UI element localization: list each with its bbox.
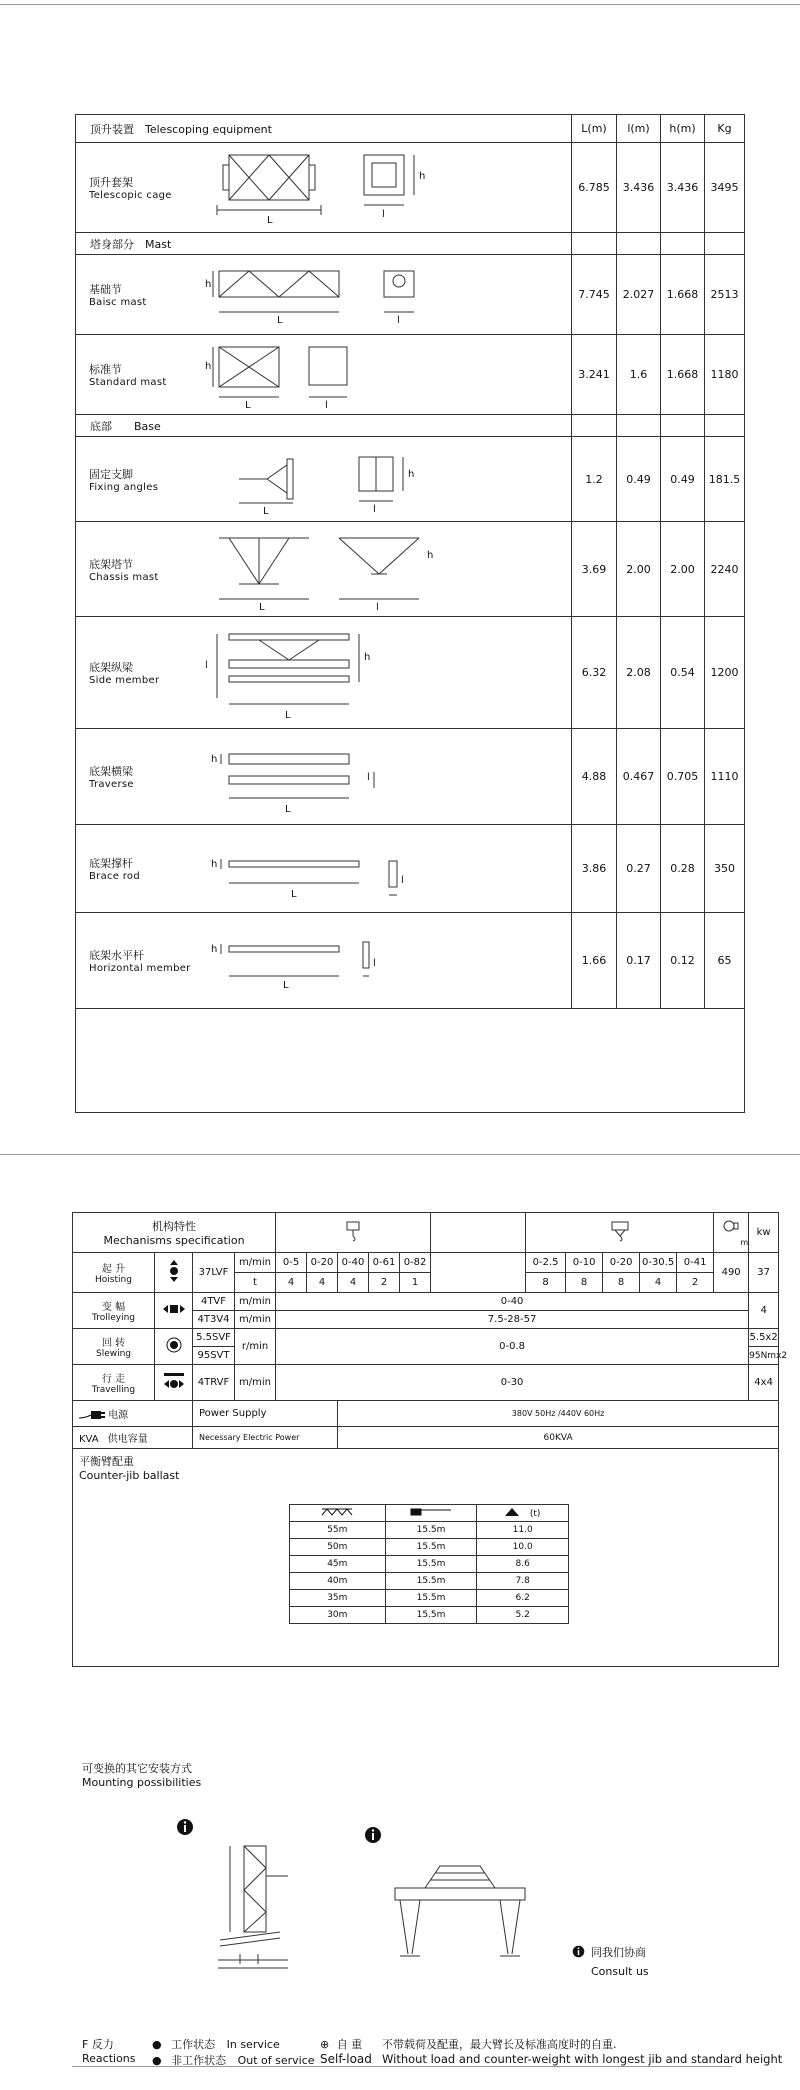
counter-jib-row-entry (290, 1539, 569, 1556)
dim-label-l: l (397, 314, 400, 326)
col-L-header: L(m) (572, 115, 617, 143)
component-l: 0.49 (617, 437, 661, 522)
ballast-weight: 6.2 (477, 1590, 569, 1607)
mounting-title-en: Mounting possibilities (82, 1776, 202, 1789)
counter-jib-row-entry (290, 1590, 569, 1607)
component-name-cn: 底架水平杆 (89, 949, 144, 962)
in-service-en: In service (226, 2038, 280, 2051)
component-row-horizontal-member (76, 913, 745, 1009)
hoist-speed: 0-20 (307, 1253, 338, 1273)
component-l: 2.027 (617, 255, 661, 335)
hoist-speed-2: 0-41 (677, 1253, 714, 1273)
slewing-row-1 (73, 1329, 779, 1347)
component-name-en: Horizontal member (89, 963, 191, 974)
trolleying-row-1 (73, 1293, 779, 1311)
out-of-service-bullet-icon: ● (152, 2054, 162, 2067)
self-load-cn: 自 重 (336, 2038, 363, 2051)
component-kg: 2513 (705, 255, 745, 335)
counter-jib-row-entry (290, 1573, 569, 1590)
hoist-speed: 0-61 (369, 1253, 400, 1273)
power-plug-icon (79, 1409, 105, 1421)
component-h: 0.49 (661, 437, 705, 522)
in-service-cn: 工作状态 (171, 2038, 216, 2051)
hoisting-icon (155, 1253, 193, 1293)
info-icon (572, 1945, 585, 1958)
power-necessary-en: Necessary Electric Power (193, 1427, 338, 1449)
self-load-en: Self-load (320, 2052, 372, 2066)
component-h: 3.436 (661, 143, 705, 233)
dim-label-h: h (211, 858, 218, 870)
component-name-en: Telescopic cage (89, 190, 172, 201)
component-name-cn: 标准节 (89, 363, 122, 376)
hoist-load: 4 (338, 1273, 369, 1293)
counter-jib-row-entry (290, 1607, 569, 1624)
hoisting-m: 490 (714, 1253, 749, 1293)
component-kg: 1180 (705, 335, 745, 415)
section-label: 底部 Base (76, 415, 572, 437)
hoisting-kw: 37 (749, 1253, 779, 1293)
counter-jib-row-entry (290, 1556, 569, 1573)
component-h: 1.668 (661, 335, 705, 415)
slewing-model-1: 5.5SVF (193, 1329, 235, 1347)
hoisting-unit-t: t (235, 1273, 276, 1293)
hoist-speed-2: 0-20 (603, 1253, 640, 1273)
reactions-cn: F 反力 (82, 2038, 114, 2051)
travelling-en: Travelling (91, 1385, 136, 1395)
section-row-mast (76, 233, 745, 255)
slewing-value: 0-0.8 (276, 1329, 749, 1365)
slewing-model-2: 95SVT (193, 1347, 235, 1365)
info-icon (176, 1818, 194, 1836)
slewing-en: Slewing (95, 1349, 132, 1359)
component-L: 6.785 (572, 143, 617, 233)
travelling-unit: m/min (235, 1365, 276, 1401)
hoist-load-2: 8 (603, 1273, 640, 1293)
hoist-speed-2: 0-2.5 (526, 1253, 566, 1273)
component-name-cn: 底架横梁 (89, 765, 133, 778)
hoisting-row-speed (73, 1253, 779, 1273)
dim-label-l: l (205, 659, 208, 671)
slewing-kw-1: 5.5x2 (749, 1329, 779, 1347)
info-icon (364, 1826, 382, 1844)
component-name-en: Baisc mast (89, 297, 147, 308)
hoist-load-2: 8 (526, 1273, 566, 1293)
components-table (75, 114, 745, 1113)
dim-label-l: l (373, 957, 376, 969)
power-necessary-value: 60KVA (338, 1427, 779, 1449)
kva-icon: KVA (79, 1434, 99, 1445)
mounting-title-cn: 可变换的其它安装方式 (82, 1762, 192, 1775)
component-name-cn: 底架纵梁 (89, 661, 133, 674)
jib-length: 40m (290, 1573, 386, 1590)
power-necessary-row (73, 1427, 779, 1449)
ballast-weight: 10.0 (477, 1539, 569, 1556)
slewing-cn: 回 转 (101, 1338, 126, 1349)
power-supply-en: Power Supply (193, 1401, 338, 1427)
standard-mast-drawing (199, 337, 459, 413)
component-l: 0.27 (617, 825, 661, 913)
top-separator (0, 4, 800, 5)
horizontal-member-drawing (199, 916, 459, 1006)
mechanisms-table (72, 1212, 788, 1667)
mounting-title (82, 1760, 201, 1789)
trolleying-model-2: 4T3V4 (193, 1311, 235, 1329)
trolleying-value-2: 7.5-28-57 (276, 1311, 749, 1329)
consult-us-en: Consult us (591, 1965, 649, 1978)
component-name-en: Side member (89, 675, 160, 686)
motor-icon (722, 1219, 740, 1235)
ballast-weight: 8.6 (477, 1556, 569, 1573)
mounting-tower-drawing (210, 1836, 310, 1976)
component-row-fixing-angles (76, 437, 745, 522)
component-row-standard-mast (76, 335, 745, 415)
component-kg: 65 (705, 913, 745, 1009)
counter-jib-icon (385, 1505, 477, 1522)
hoist-speed-2: 0-30.5 (640, 1253, 677, 1273)
single-reeving-hook-icon (343, 1220, 363, 1242)
out-of-service-cn: 非工作状态 (171, 2054, 227, 2067)
counter-jib-row (73, 1449, 779, 1667)
component-row-brace-rod (76, 825, 745, 913)
page-separator (0, 1154, 800, 1155)
jib-length: 50m (290, 1539, 386, 1556)
hoist-load-2: 8 (566, 1273, 603, 1293)
hoisting-cn: 起 升 (101, 1264, 126, 1275)
hoist-load: 4 (307, 1273, 338, 1293)
slewing-unit: r/min (235, 1329, 276, 1365)
counter-jib-row-entry (290, 1522, 569, 1539)
travelling-kw: 4x4 (749, 1365, 779, 1401)
consult-us-cn: 同我们协商 (591, 1946, 646, 1959)
counter-jib-title-cn: 平衡臂配重 (79, 1455, 134, 1468)
travelling-model: 4TRVF (193, 1365, 235, 1401)
dim-label-L: L (283, 979, 289, 991)
dim-label-h: h (364, 651, 371, 663)
dim-label-l: l (325, 399, 328, 411)
component-kg: 1200 (705, 617, 745, 729)
component-L: 4.88 (572, 729, 617, 825)
component-h: 0.12 (661, 913, 705, 1009)
component-name-en: Fixing angles (89, 481, 159, 493)
slewing-kw-2: 95Nmx2 (749, 1347, 779, 1365)
component-l: 0.17 (617, 913, 661, 1009)
component-h: 1.668 (661, 255, 705, 335)
reactions-en: Reactions (82, 2052, 136, 2065)
component-row-basic-mast (76, 255, 745, 335)
travelling-icon (155, 1365, 193, 1401)
counter-jib-length: 15.5m (385, 1573, 477, 1590)
service-legend (152, 2036, 315, 2068)
hoist-load: 4 (276, 1273, 307, 1293)
component-L: 6.32 (572, 617, 617, 729)
component-kg: 2240 (705, 522, 745, 617)
counter-jib-length: 15.5m (385, 1522, 477, 1539)
component-l: 1.6 (617, 335, 661, 415)
trolleying-cn: 变 幅 (101, 1302, 126, 1313)
power-supply-value: 380V 50Hz /440V 60Hz (338, 1401, 779, 1427)
trolleying-unit-1: m/min (235, 1293, 276, 1311)
hoisting-unit-speed: m/min (235, 1253, 276, 1273)
ballast-weight: 5.2 (477, 1607, 569, 1624)
dim-label-h: h (205, 360, 212, 372)
mechanisms-title-cn: 机构特性 (152, 1220, 197, 1233)
components-empty-row (76, 1009, 745, 1113)
components-header-row (76, 115, 745, 143)
power-supply-cn: 电源 (108, 1410, 129, 1421)
component-kg: 1110 (705, 729, 745, 825)
hoist-load-2: 2 (677, 1273, 714, 1293)
side-member-drawing (199, 620, 459, 726)
dim-label-L: L (277, 314, 283, 326)
component-L: 3.69 (572, 522, 617, 617)
jib-length: 30m (290, 1607, 386, 1624)
self-load-note-en: Without load and counter-weight with longest jib and standard height (382, 2052, 783, 2066)
dim-label-h: h (211, 943, 218, 955)
dim-label-L: L (245, 399, 251, 411)
power-necessary-cn: 供电容量 (107, 1434, 148, 1445)
ballast-weight: 7.8 (477, 1573, 569, 1590)
consult-us-note (572, 1944, 649, 1978)
trolleying-unit-2: m/min (235, 1311, 276, 1329)
col-l-header: l(m) (617, 115, 661, 143)
self-load-icon: ⊕ (320, 2038, 330, 2051)
travelling-row (73, 1365, 779, 1401)
component-name-cn: 固定支脚 (89, 467, 133, 481)
dim-label-l: l (401, 874, 404, 886)
dim-label-L: L (285, 803, 291, 815)
fixing-angles-drawing (199, 439, 459, 519)
col-h-header: h(m) (661, 115, 705, 143)
reactions-legend (82, 2036, 136, 2065)
component-name-cn: 顶升套架 (89, 176, 133, 189)
component-row-side-member (76, 617, 745, 729)
counter-jib-header (290, 1505, 569, 1522)
hoisting-en: Hoisting (95, 1275, 132, 1285)
hoist-load: 2 (369, 1273, 400, 1293)
dim-label-L: L (285, 709, 291, 721)
component-kg: 3495 (705, 143, 745, 233)
trolleying-en: Trolleying (92, 1313, 135, 1323)
hoist-load-2: 4 (640, 1273, 677, 1293)
dim-label-l: l (373, 504, 376, 515)
chassis-mast-drawing (199, 524, 459, 614)
component-l: 3.436 (617, 143, 661, 233)
counter-jib-length: 15.5m (385, 1556, 477, 1573)
hoist-load: 1 (400, 1273, 431, 1293)
component-l: 2.08 (617, 617, 661, 729)
mounting-portal-drawing (390, 1858, 530, 1968)
self-load-note-cn: 不带载荷及配重，最大臂长及标准高度时的自重. (382, 2038, 617, 2051)
trolleying-icon (155, 1293, 193, 1329)
component-h: 0.28 (661, 825, 705, 913)
ballast-weight: 11.0 (477, 1522, 569, 1539)
self-load-legend (320, 2036, 372, 2066)
trolleying-kw: 4 (749, 1293, 779, 1329)
hoisting-model: 37LVF (193, 1253, 235, 1293)
counter-jib-length: 15.5m (385, 1590, 477, 1607)
double-reeving-hook-icon (609, 1220, 631, 1242)
slewing-icon (155, 1329, 193, 1365)
component-kg: 350 (705, 825, 745, 913)
trolleying-model-1: 4TVF (193, 1293, 235, 1311)
travelling-value: 0-30 (276, 1365, 749, 1401)
out-of-service-en: Out of service (237, 2054, 315, 2067)
unit-kw: kw (749, 1213, 779, 1253)
unit-m: m (740, 1237, 749, 1247)
in-service-bullet-icon: ● (152, 2038, 162, 2051)
component-name-en: Brace rod (89, 871, 140, 882)
dim-label-h: h (419, 170, 426, 182)
component-kg: 181.5 (705, 437, 745, 522)
power-supply-row (73, 1401, 779, 1427)
brace-rod-drawing (199, 827, 459, 911)
component-h: 0.54 (661, 617, 705, 729)
component-name-en: Chassis mast (89, 571, 159, 583)
dim-label-L: L (263, 506, 269, 517)
component-name-cn: 底架塔节 (89, 557, 133, 571)
dim-label-h: h (205, 278, 212, 290)
dim-label-h: h (427, 550, 434, 561)
component-L: 1.2 (572, 437, 617, 522)
ballast-unit: (t) (529, 1508, 541, 1519)
counter-jib-length: 15.5m (385, 1539, 477, 1556)
counter-jib-table (289, 1504, 569, 1624)
dim-label-L: L (259, 602, 265, 613)
basic-mast-drawing (199, 257, 459, 333)
dim-label-l: l (367, 771, 370, 783)
hoist-speed: 0-40 (338, 1253, 369, 1273)
jib-length: 55m (290, 1522, 386, 1539)
counter-jib-length: 15.5m (385, 1607, 477, 1624)
travelling-cn: 行 走 (101, 1374, 126, 1385)
dim-label-L: L (291, 888, 297, 900)
dim-label-l: l (382, 208, 385, 220)
jib-length: 35m (290, 1590, 386, 1607)
hoist-speed: 0-82 (400, 1253, 431, 1273)
component-h: 2.00 (661, 522, 705, 617)
jib-length: 45m (290, 1556, 386, 1573)
hoist-speed-2: 0-10 (566, 1253, 603, 1273)
traverse-drawing (199, 732, 459, 822)
hoist-speed: 0-5 (276, 1253, 307, 1273)
ballast-weight-icon (505, 1508, 519, 1516)
dim-label-l: l (376, 602, 379, 613)
component-l: 2.00 (617, 522, 661, 617)
col-kg-header: Kg (705, 115, 745, 143)
component-L: 1.66 (572, 913, 617, 1009)
component-L: 3.241 (572, 335, 617, 415)
component-name-en: Standard mast (89, 377, 167, 388)
dim-label-h: h (408, 469, 415, 480)
components-header-title: 顶升装置 Telescoping equipment (76, 115, 572, 143)
dim-label-h: h (211, 753, 218, 765)
component-l: 0.467 (617, 729, 661, 825)
counter-jib-title-en: Counter-jib ballast (79, 1469, 180, 1482)
component-row-telescopic-cage (76, 143, 745, 233)
component-L: 3.86 (572, 825, 617, 913)
component-name-en: Traverse (89, 779, 134, 790)
component-name-cn: 底架撑杆 (89, 857, 133, 870)
component-name-cn: 基础节 (89, 283, 122, 296)
section-label: 塔身部分 Mast (76, 233, 572, 255)
section-row-base (76, 415, 745, 437)
self-load-note (382, 2036, 782, 2066)
jib-length-icon (290, 1505, 386, 1522)
component-L: 7.745 (572, 255, 617, 335)
telescopic-cage-drawing (199, 145, 459, 231)
mechanisms-header-row (73, 1213, 779, 1253)
component-row-traverse (76, 729, 745, 825)
trolleying-value-1: 0-40 (276, 1293, 749, 1311)
dim-label-L: L (267, 214, 273, 226)
component-row-chassis-mast (76, 522, 745, 617)
component-h: 0.705 (661, 729, 705, 825)
mechanisms-title-en: Mechanisms specification (103, 1234, 245, 1247)
